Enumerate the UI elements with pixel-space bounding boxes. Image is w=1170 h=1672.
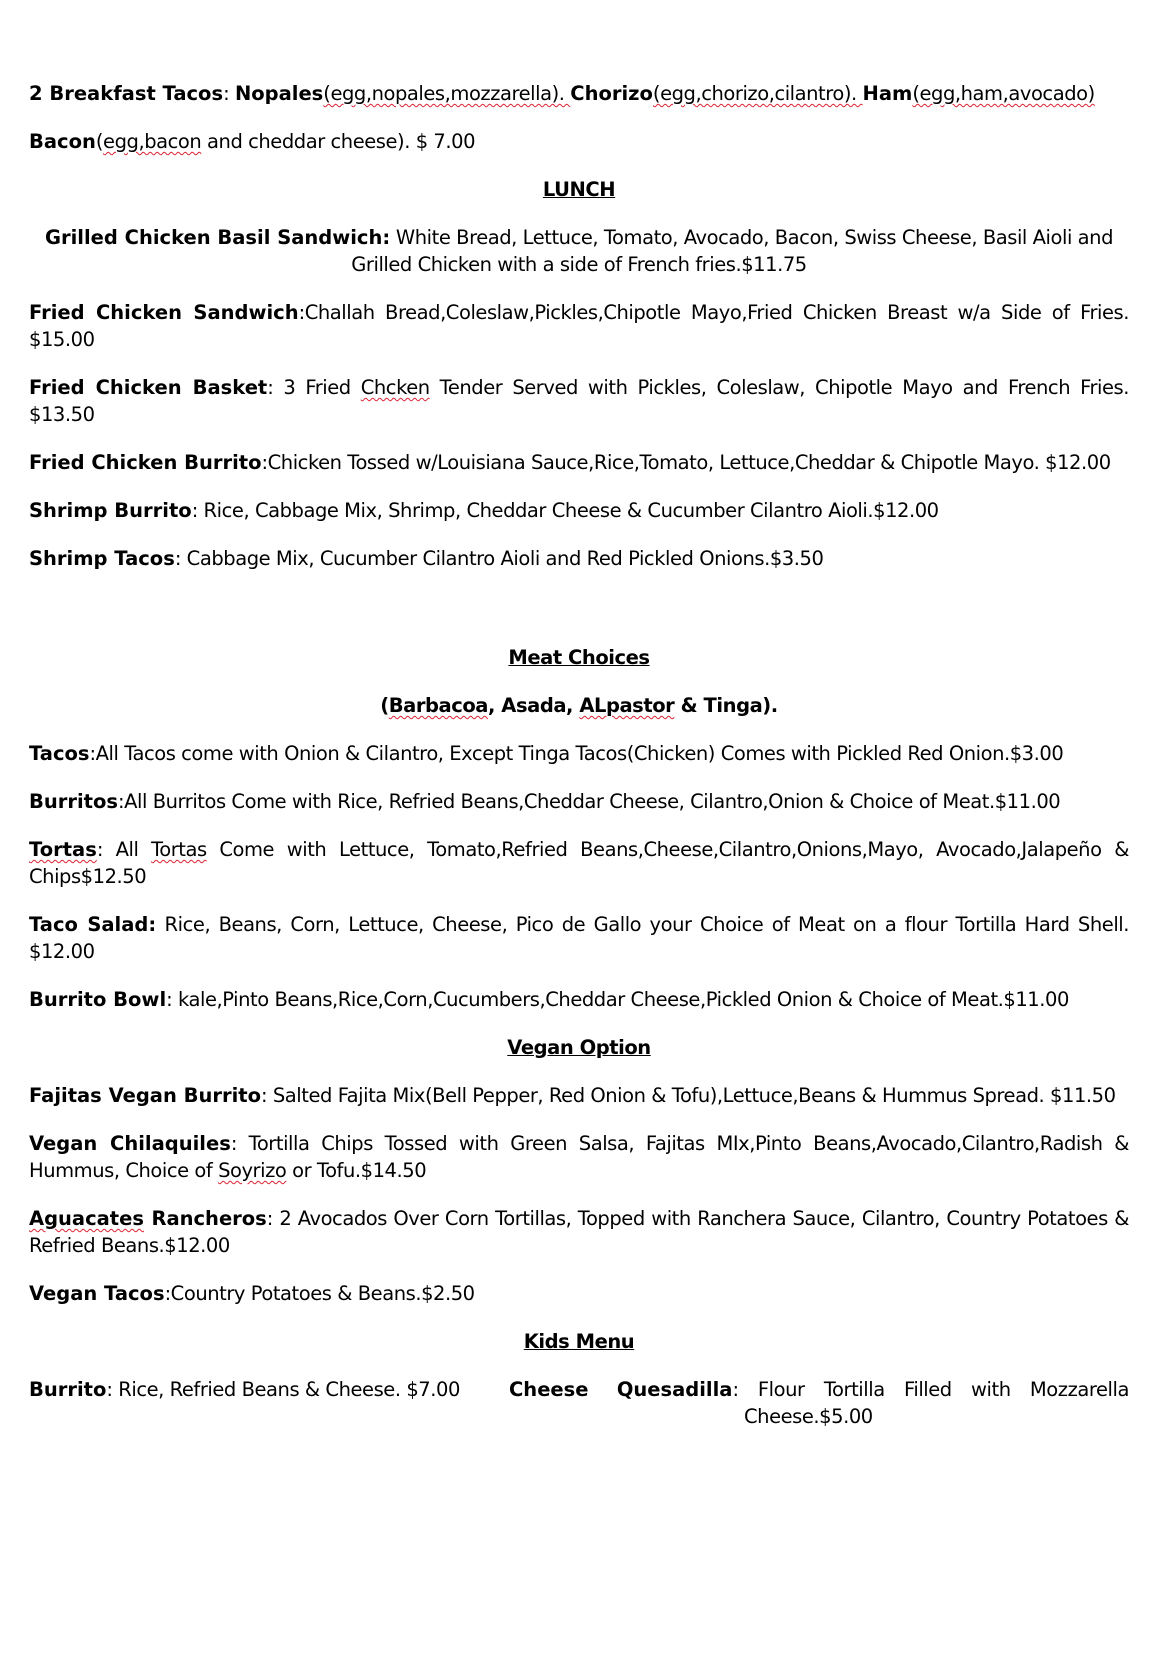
kids-menu-items (29, 1376, 1129, 1430)
menu-item: Fajitas Vegan Burrito: Salted Fajita Mix(Bell Pepper, Red Onion & Tofu),Lettuce,Beans & Hummus Spread. $11.50 (29, 1084, 1116, 1107)
menu-item: Shrimp Tacos: Cabbage Mix, Cucumber Cilantro Aioli and Red Pickled Onions.$3.50 (29, 547, 824, 570)
menu-item: Taco Salad: Rice, Beans, Corn, Lettuce, Cheese, Pico de Gallo your Choice of Meat on a flour Tortilla Hard Shell. $12.00 (29, 913, 1130, 963)
ham-desc: (egg,ham,avocado) (912, 82, 1095, 105)
bacon-line: Bacon(egg,bacon and cheddar cheese). $ 7.00 (29, 130, 476, 153)
breakfast-title: 2 Breakfast Tacos (29, 82, 224, 105)
menu-item: Fried Chicken Sandwich:Challah Bread,Coleslaw,Pickles,Chipotle Mayo,Fried Chicken Breast w/a Side of Fries. $15.00 (29, 301, 1129, 351)
kids-burrito: Burrito: Rice, Refried Beans & Cheese. $7.00 (29, 1378, 460, 1401)
menu-item: Burritos:All Burritos Come with Rice, Refried Beans,Cheddar Cheese, Cilantro,Onion & Choice of Meat.$11.00 (29, 790, 1061, 813)
menu-item: Vegan Tacos:Country Potatoes & Beans.$2.50 (29, 1282, 475, 1305)
breakfast-tacos-line: 2 Breakfast Tacos: Nopales(egg,nopales,mozzarella). Chorizo(egg,chorizo,cilantro). Ham(egg,ham,avocado) (29, 82, 1095, 105)
ham-name: Ham (862, 82, 913, 105)
menu-item: Tortas: All Tortas Come with Lettuce, Tomato,Refried Beans,Cheese,Cilantro,Onions,Mayo, Avocado,Jalapeño & Chips$12.50 (29, 838, 1129, 888)
menu-item: Vegan Chilaquiles: Tortilla Chips Tossed with Green Salsa, Fajitas MIx,Pinto Beans,Avocado,Cilantro,Radish & Hummus, Choice of Soyrizo or Tofu.$14.50 (29, 1132, 1129, 1182)
meat-choices-list: (Barbacoa, Asada, ALpastor & Tinga). (380, 694, 778, 717)
menu-item: Shrimp Burrito: Rice, Cabbage Mix, Shrimp, Cheddar Cheese & Cucumber Cilantro Aioli.$12.00 (29, 499, 939, 522)
menu-item: Grilled Chicken Basil Sandwich: White Bread, Lettuce, Tomato, Avocado, Bacon, Swiss Cheese, Basil Aioli and Grilled Chicken with a side of French fries.$11.75 (44, 226, 1113, 276)
chorizo-name: Chorizo (570, 82, 653, 105)
chorizo-desc: (egg,chorizo,cilantro). (652, 82, 863, 105)
menu-item: Burrito Bowl: kale,Pinto Beans,Rice,Corn,Cucumbers,Cheddar Cheese,Pickled Onion & Choice of Meat.$11.00 (29, 988, 1069, 1011)
vegan-heading: Vegan Option (507, 1036, 651, 1059)
kids-quesadilla: Cheese Quesadilla: Flour Tortilla Filled with Mozzarella Cheese.$5.00 (509, 1378, 1129, 1428)
nopales-desc: (egg,nopales,mozzarella). (323, 82, 571, 105)
menu-item: Fried Chicken Burrito:Chicken Tossed w/Louisiana Sauce,Rice,Tomato, Lettuce,Cheddar & Chipotle Mayo. $12.00 (29, 451, 1111, 474)
menu-item: Tacos:All Tacos come with Onion & Cilantro, Except Tinga Tacos(Chicken) Comes with Pickled Red Onion.$3.00 (29, 742, 1064, 765)
lunch-heading: LUNCH (542, 178, 616, 201)
nopales-name: Nopales (234, 82, 324, 105)
menu-item: Aguacates Rancheros: 2 Avocados Over Corn Tortillas, Topped with Ranchera Sauce, Cilantro, Country Potatoes & Refried Beans.$12.00 (29, 1207, 1129, 1257)
meat-choices-heading: Meat Choices (508, 646, 650, 669)
kids-menu-heading: Kids Menu (523, 1330, 635, 1353)
bacon-name: Bacon (29, 130, 96, 153)
menu-item: Fried Chicken Basket: 3 Fried Chcken Tender Served with Pickles, Coleslaw, Chipotle Mayo and French Fries. $13.50 (29, 376, 1130, 426)
menu-document (29, 80, 1129, 1430)
